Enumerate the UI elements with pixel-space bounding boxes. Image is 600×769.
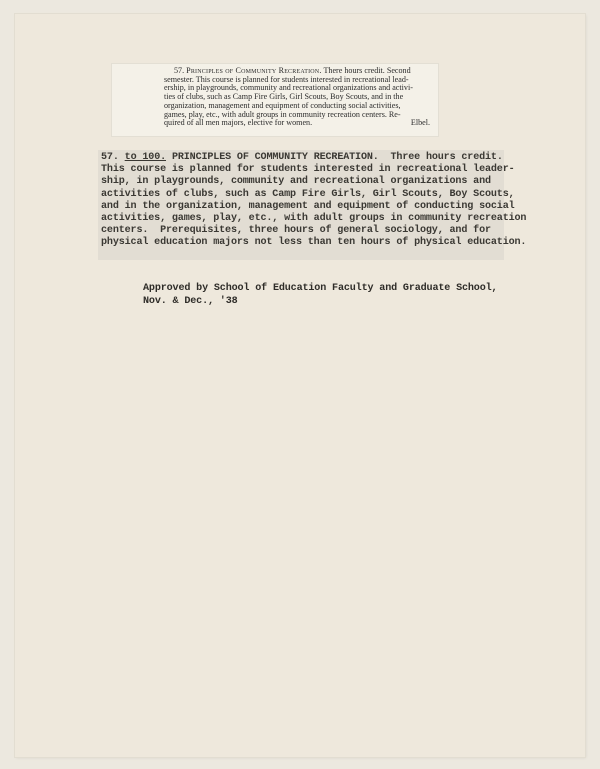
clipping-line-5: organization, management and equipment of conducting social activities, bbox=[164, 100, 401, 110]
typed-course-description bbox=[98, 150, 527, 260]
typed-line-4: activities of clubs, such as Camp Fire Girls, Girl Scouts, Boy Scouts, bbox=[101, 188, 515, 200]
clipping-line-3: ership, in playgrounds, community and recreational organizations and activi- bbox=[164, 83, 413, 93]
typed-text bbox=[101, 152, 527, 250]
typed-line-1: PRINCIPLES OF COMMUNITY RECREATION. Three hours credit. bbox=[171, 152, 503, 163]
clipping-line-4: ties of clubs, such as Camp Fire Girls, Girl Scouts, Boy Scouts, and in the bbox=[164, 92, 404, 102]
catalog-clipping bbox=[112, 64, 438, 136]
typed-number-revision: to 100. bbox=[124, 152, 167, 163]
clipping-line-6: games, play, etc., with adult groups in community recreation centers. Re- bbox=[164, 109, 401, 119]
clipping-text bbox=[164, 67, 436, 128]
approval-line-1: Approved by School of Education Faculty and Graduate School, bbox=[143, 283, 498, 294]
typed-line-3: ship, in playgrounds, community and recreational organizations and bbox=[101, 176, 491, 188]
clipping-course-title: Principles of Community Recreation. bbox=[186, 66, 322, 75]
clipping-line-1: There hours credit. Second bbox=[323, 66, 411, 75]
typed-course-number: 57. bbox=[101, 152, 119, 163]
typed-line-7: centers. Prerequisites, three hours of general sociology, and for bbox=[101, 225, 491, 237]
clipping-signature: Elbel. bbox=[410, 118, 430, 128]
clipping-line-2: semester. This course is planned for students interested in recreational lead- bbox=[164, 74, 409, 84]
clipping-line-7: quired of all men majors, elective for women. bbox=[164, 118, 313, 128]
clipping-course-number: 57. bbox=[174, 66, 185, 75]
typed-line-5: and in the organization, management and equipment of conducting social bbox=[101, 200, 515, 212]
typed-line-6: activities, games, play, etc., with adult groups in community recreation bbox=[101, 213, 527, 225]
typed-line-2: This course is planned for students interested in recreational leader- bbox=[101, 164, 515, 176]
approval-note bbox=[143, 282, 497, 308]
approval-line-2: Nov. & Dec., '38 bbox=[143, 296, 238, 307]
typed-line-8: physical education majors not less than ten hours of physical education. bbox=[101, 237, 527, 249]
